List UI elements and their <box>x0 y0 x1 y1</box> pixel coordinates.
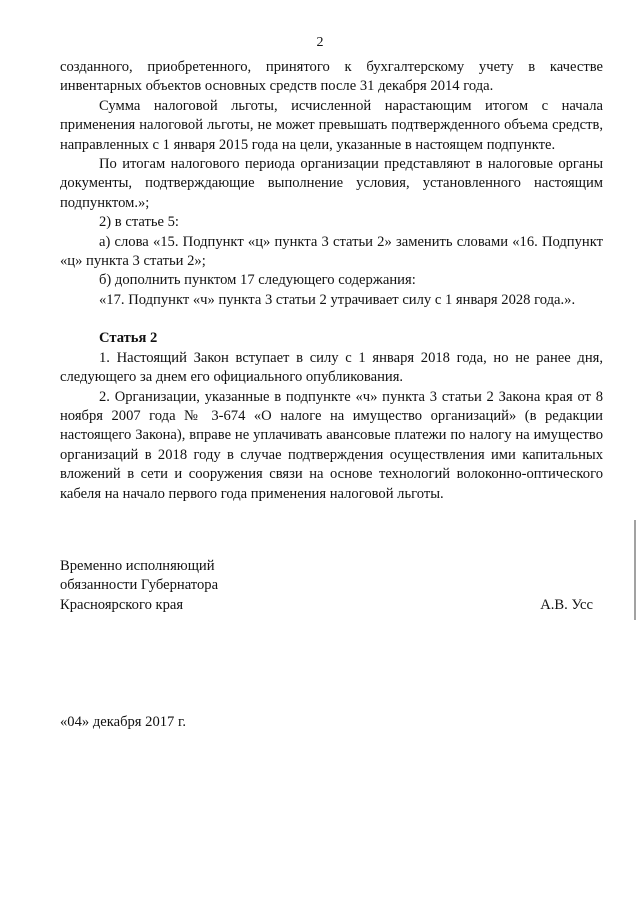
article2-heading: Статья 2 <box>99 330 158 347</box>
paragraph-tax-period-documents: По итогам налогового периода организации представляют в налоговые органы документы, подтверждающие выполнение условия, установленного настоящим подпунктом.»; <box>60 156 603 211</box>
paragraph-article5-intro: 2) в статье 5: <box>99 214 179 231</box>
paragraph-continuation: созданного, приобретенного, принятого к бухгалтерскому учету в качестве инвентарных объектов основных средств после 31 декабря 2014 года. <box>60 59 603 95</box>
page-number: 2 <box>316 35 324 50</box>
signatory-title-line-2: обязанности Губернатора <box>60 577 219 594</box>
signature-block <box>60 557 603 615</box>
signatory-title-line-3: Красноярского края <box>60 596 184 613</box>
signatory-title <box>60 557 603 615</box>
paragraph-article2-point2: 2. Организации, указанные в подпункте «ч» пункта 3 статьи 2 Закона края от 8 ноября 2007 года № 3-674 «О налоге на имущество организаций» (в редакции настоящего Закона), вправе не уплачивать авансовые платежи по налогу на имущество организаций в 2018 году в случае подтверждения осуществления ими капитальных вложений в сети и сооружения связи на основе технологий волоконно-оптического кабеля на начало первого года применения налоговой льготы. <box>60 388 603 502</box>
paragraph-article5-b: б) дополнить пунктом 17 следующего содержания: <box>99 272 416 289</box>
signatory-title-line-1: Временно исполняющий <box>60 558 215 574</box>
signatory-name: А.В. Усс <box>540 597 593 613</box>
paragraph-article5-a: а) слова «15. Подпункт «ц» пункта 3 статьи 2» заменить словами «16. Подпункт «ц» пункта 3 статьи 2»; <box>60 233 603 270</box>
scan-edge-mark <box>634 520 636 620</box>
paragraph-point17: «17. Подпункт «ч» пункта 3 статьи 2 утрачивает силу с 1 января 2028 года.». <box>99 291 576 308</box>
paragraph-article2-point1: 1. Настоящий Закон вступает в силу с 1 января 2018 года, но не ранее дня, следующего за днем его официального опубликования. <box>60 349 603 386</box>
document-body <box>60 58 603 504</box>
document-date: «04» декабря 2017 г. <box>60 714 186 730</box>
paragraph-tax-benefit-limit: Сумма налоговой льготы, исчисленной нарастающим итогом с начала применения налоговой льготы, не может превышать подтвержденного объема средств, направленных с 1 января 2015 года на цели, указанные в настоящем подпункте. <box>60 97 603 153</box>
